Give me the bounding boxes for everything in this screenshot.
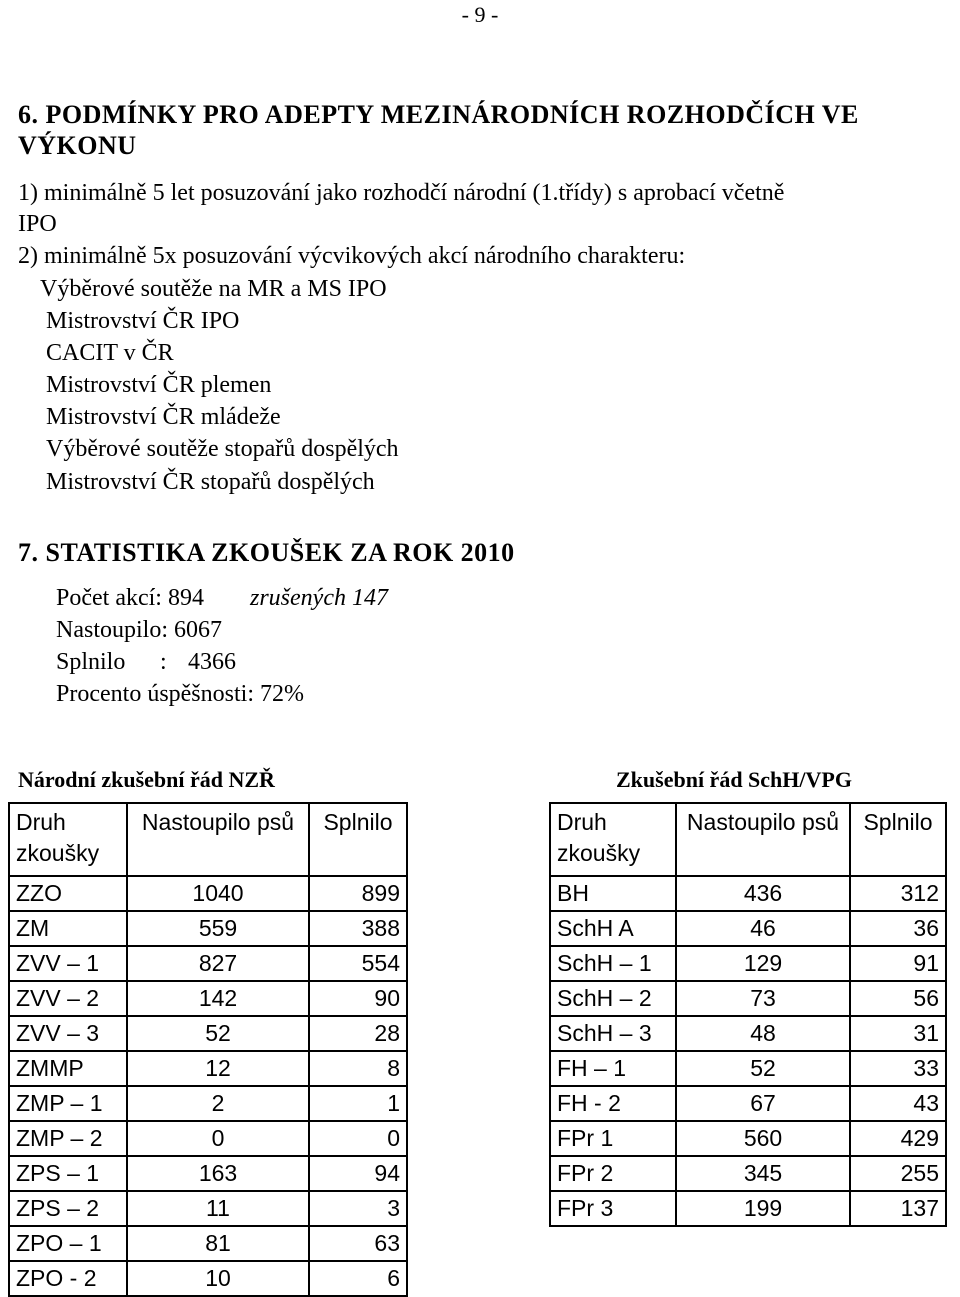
exam-type-cell: SchH – 3 (550, 1016, 676, 1051)
passed-cell: 3 (309, 1191, 407, 1226)
exam-type-cell: FPr 3 (550, 1191, 676, 1226)
entered-cell: 52 (127, 1016, 309, 1051)
passed-cell: 1 (309, 1086, 407, 1121)
exam-type-cell: SchH A (550, 911, 676, 946)
table-row (9, 1121, 407, 1156)
exam-type-cell: FH - 2 (550, 1086, 676, 1121)
success-rate: Procento úspěšnosti: 72% (56, 681, 304, 707)
column-header: Druh zkoušky (550, 803, 676, 876)
event-item: CACIT v ČR (46, 340, 174, 366)
passed-cell: 899 (309, 876, 407, 911)
entered-cell: 199 (676, 1191, 850, 1226)
requirement-1: 1) minimálně 5 let posuzování jako rozhodčí národní (1.třídy) s aprobací včetně (18, 180, 785, 206)
column-header: Druh zkoušky (9, 803, 127, 876)
passed-cell: 255 (850, 1156, 946, 1191)
section-6-heading-cont: VÝKONU (18, 131, 137, 160)
entered-cell: 827 (127, 946, 309, 981)
exam-type-cell: ZVV – 2 (9, 981, 127, 1016)
event-item: Výběrové soutěže na MR a MS IPO (40, 276, 387, 302)
nzr-table (8, 802, 408, 1297)
table-row (550, 1121, 946, 1156)
exam-type-cell: SchH – 1 (550, 946, 676, 981)
table-row (9, 981, 407, 1016)
entered-count: Nastoupilo: 6067 (56, 617, 222, 643)
exam-type-cell: ZMP – 1 (9, 1086, 127, 1121)
event-item: Mistrovství ČR stopařů dospělých (46, 469, 375, 495)
passed-count: 4366 (188, 649, 236, 675)
schh-table (549, 802, 947, 1227)
table-row (550, 1051, 946, 1086)
section-6-heading: 6. PODMÍNKY PRO ADEPTY MEZINÁRODNÍCH ROZHODČÍCH VE (18, 100, 859, 129)
entered-cell: 46 (676, 911, 850, 946)
event-item: Mistrovství ČR plemen (46, 372, 272, 398)
entered-cell: 129 (676, 946, 850, 981)
column-header: Nastoupilo psů (676, 803, 850, 876)
passed-cell: 28 (309, 1016, 407, 1051)
passed-cell: 91 (850, 946, 946, 981)
column-header: Splnilo (309, 803, 407, 876)
table-row (9, 911, 407, 946)
schh-table-caption: Zkušební řád SchH/VPG (616, 767, 852, 792)
exam-type-cell: ZPS – 2 (9, 1191, 127, 1226)
entered-cell: 345 (676, 1156, 850, 1191)
entered-cell: 2 (127, 1086, 309, 1121)
entered-cell: 142 (127, 981, 309, 1016)
table-row (9, 1086, 407, 1121)
section-7-heading: 7. STATISTIKA ZKOUŠEK ZA ROK 2010 (18, 538, 515, 567)
exam-type-cell: ZPS – 1 (9, 1156, 127, 1191)
passed-cell: 36 (850, 911, 946, 946)
passed-cell: 312 (850, 876, 946, 911)
passed-cell: 137 (850, 1191, 946, 1226)
exam-type-cell: FPr 2 (550, 1156, 676, 1191)
table-row (550, 1156, 946, 1191)
event-item: Mistrovství ČR IPO (46, 308, 240, 334)
exam-type-cell: ZMMP (9, 1051, 127, 1086)
passed-cell: 429 (850, 1121, 946, 1156)
table-row (9, 876, 407, 911)
passed-cell: 63 (309, 1226, 407, 1261)
entered-cell: 163 (127, 1156, 309, 1191)
table-row (550, 911, 946, 946)
table-row (550, 1016, 946, 1051)
passed-cell: 33 (850, 1051, 946, 1086)
table-row (9, 1051, 407, 1086)
requirement-2: 2) minimálně 5x posuzování výcvikových akcí národního charakteru: (18, 243, 686, 269)
nzr-table-caption: Národní zkušební řád NZŘ (18, 767, 275, 792)
passed-label: Splnilo (56, 649, 126, 675)
entered-cell: 0 (127, 1121, 309, 1156)
cancelled-count: zrušených 147 (250, 585, 388, 611)
column-header: Nastoupilo psů (127, 803, 309, 876)
entered-cell: 12 (127, 1051, 309, 1086)
passed-cell: 8 (309, 1051, 407, 1086)
column-header: Splnilo (850, 803, 946, 876)
page-number: - 9 - (461, 2, 499, 27)
exam-type-cell: BH (550, 876, 676, 911)
entered-cell: 10 (127, 1261, 309, 1296)
entered-cell: 560 (676, 1121, 850, 1156)
event-item: Výběrové soutěže stopařů dospělých (46, 436, 399, 462)
table-row (550, 981, 946, 1016)
exam-type-cell: FH – 1 (550, 1051, 676, 1086)
passed-cell: 90 (309, 981, 407, 1016)
entered-cell: 11 (127, 1191, 309, 1226)
table-row (9, 1261, 407, 1296)
exam-type-cell: ZM (9, 911, 127, 946)
table-header-row (9, 803, 407, 876)
exam-type-cell: ZVV – 3 (9, 1016, 127, 1051)
exam-type-cell: ZMP – 2 (9, 1121, 127, 1156)
passed-cell: 31 (850, 1016, 946, 1051)
exam-type-cell: ZPO – 1 (9, 1226, 127, 1261)
table-row (9, 1156, 407, 1191)
table-row (550, 946, 946, 981)
requirement-1-cont: IPO (18, 211, 57, 237)
entered-cell: 81 (127, 1226, 309, 1261)
entered-cell: 48 (676, 1016, 850, 1051)
table-row (9, 1016, 407, 1051)
table-row (550, 876, 946, 911)
table-row (550, 1191, 946, 1226)
entered-cell: 67 (676, 1086, 850, 1121)
passed-cell: 554 (309, 946, 407, 981)
entered-cell: 436 (676, 876, 850, 911)
passed-cell: 6 (309, 1261, 407, 1296)
passed-cell: 94 (309, 1156, 407, 1191)
table-row (550, 1086, 946, 1121)
exam-type-cell: ZVV – 1 (9, 946, 127, 981)
passed-colon: : (160, 649, 167, 675)
exam-type-cell: ZZO (9, 876, 127, 911)
exam-type-cell: ZPO - 2 (9, 1261, 127, 1296)
table-row (9, 946, 407, 981)
passed-cell: 43 (850, 1086, 946, 1121)
passed-cell: 388 (309, 911, 407, 946)
events-count: Počet akcí: 894 (56, 585, 204, 611)
table-header-row (550, 803, 946, 876)
table-row (9, 1226, 407, 1261)
passed-cell: 56 (850, 981, 946, 1016)
event-item: Mistrovství ČR mládeže (46, 404, 281, 430)
passed-cell: 0 (309, 1121, 407, 1156)
entered-cell: 559 (127, 911, 309, 946)
exam-type-cell: SchH – 2 (550, 981, 676, 1016)
exam-type-cell: FPr 1 (550, 1121, 676, 1156)
table-row (9, 1191, 407, 1226)
entered-cell: 1040 (127, 876, 309, 911)
entered-cell: 52 (676, 1051, 850, 1086)
entered-cell: 73 (676, 981, 850, 1016)
